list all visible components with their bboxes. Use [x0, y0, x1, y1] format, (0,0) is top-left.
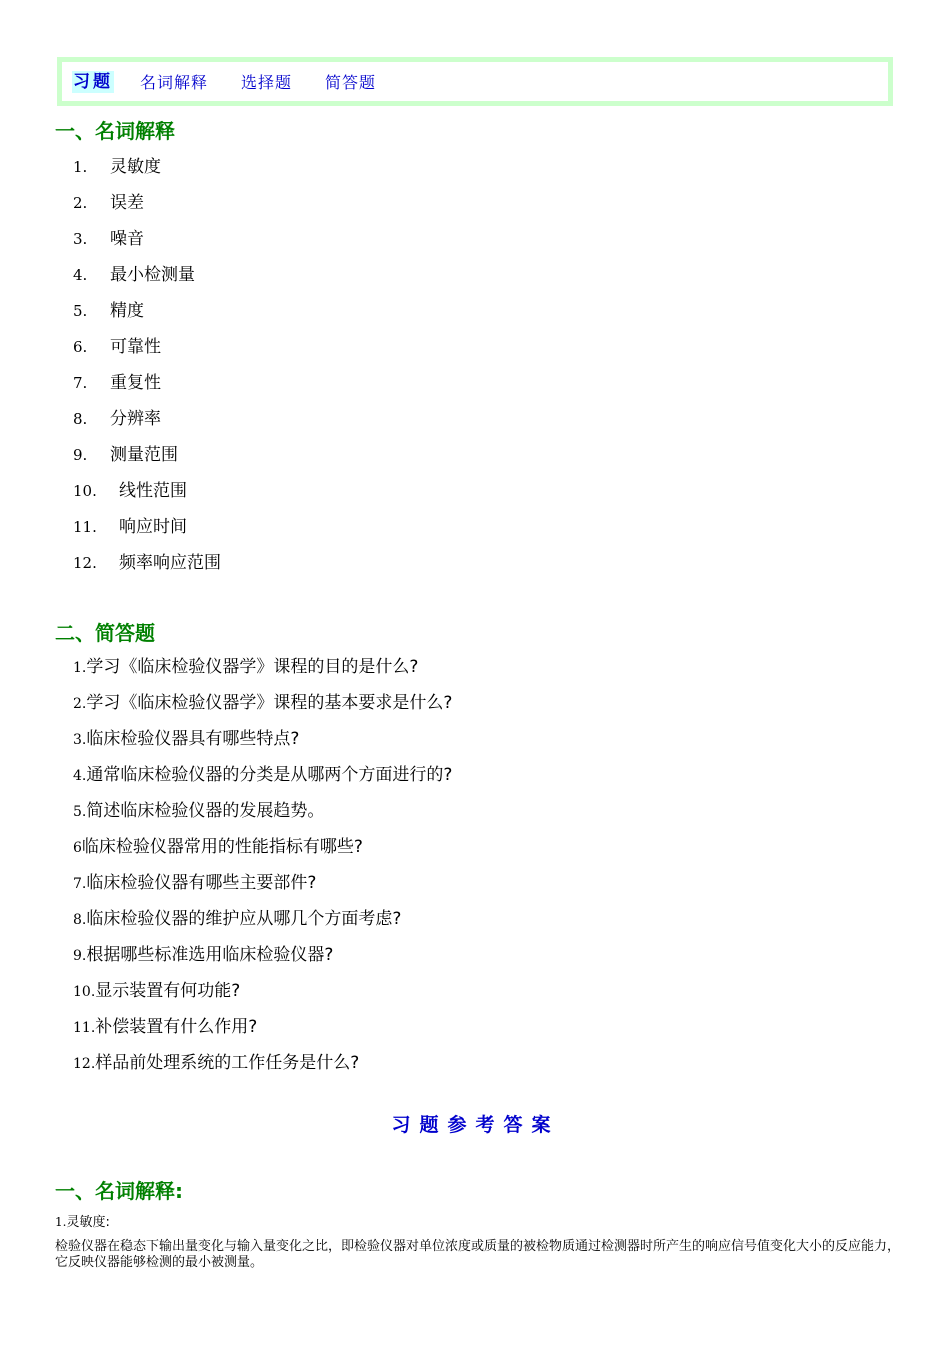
question-item-number: 2.: [73, 696, 87, 712]
question-item: [73, 980, 240, 1003]
definition-item: [73, 516, 187, 538]
definition-item-text: 线性范围: [119, 481, 187, 501]
question-item-number: 7.: [73, 876, 87, 892]
question-item-text: 临床检验仪器常用的性能指标有哪些?: [81, 837, 363, 857]
answer-term-number: 1.: [55, 1215, 67, 1229]
nav-link-multiple-choice[interactable]: 选择题: [241, 73, 293, 92]
question-item-text: 简述临床检验仪器的发展趋势。: [86, 801, 325, 821]
question-item-text: 临床检验仪器的维护应从哪几个方面考虑?: [86, 909, 402, 929]
definition-item-text: 最小检测量: [110, 265, 195, 285]
definition-item-number: 10.: [73, 482, 97, 500]
question-item-text: 根据哪些标准选用临床检验仪器?: [86, 945, 334, 965]
definition-item: [73, 444, 178, 466]
definition-item-number: 6.: [73, 338, 88, 356]
definition-item-number: 4.: [73, 266, 88, 284]
question-item-number: 4.: [73, 768, 87, 784]
definition-item-text: 测量范围: [110, 445, 178, 465]
question-item: [73, 692, 452, 715]
question-item-number: 1.: [73, 660, 87, 676]
definition-item-number: 7.: [73, 374, 88, 392]
definition-item-number: 3.: [73, 230, 88, 248]
question-item: [73, 908, 401, 931]
question-item-text: 临床检验仪器有哪些主要部件?: [86, 873, 317, 893]
question-item-number: 9.: [73, 948, 87, 964]
section-heading-definitions: 一、名词解释: [55, 119, 175, 143]
nav-link-definitions[interactable]: 名词解释: [140, 73, 209, 92]
answer-term: [55, 1213, 110, 1232]
question-item-text: 通常临床检验仪器的分类是从哪两个方面进行的?: [86, 765, 453, 785]
definition-item-text: 分辨率: [110, 409, 161, 429]
definition-item-text: 可靠性: [110, 337, 161, 357]
definition-item-number: 12.: [73, 554, 97, 572]
question-item: [73, 800, 324, 823]
definition-item: [73, 228, 144, 250]
definition-item: [73, 264, 195, 286]
question-item-number: 8.: [73, 912, 87, 928]
question-item-text: 学习《临床检验仪器学》课程的基本要求是什么?: [86, 693, 453, 713]
nav-link-short-answer[interactable]: 简答题: [325, 73, 377, 92]
answer-term-label: 灵敏度:: [66, 1215, 110, 1230]
answers-heading: 一、名词解释:: [55, 1179, 183, 1203]
question-item-text: 学习《临床检验仪器学》课程的目的是什么?: [86, 657, 419, 677]
question-item: [73, 836, 363, 859]
question-item-number: 11.: [73, 1020, 96, 1036]
definition-item-number: 9.: [73, 446, 88, 464]
question-item-text: 临床检验仪器具有哪些特点?: [86, 729, 300, 749]
question-item-number: 3.: [73, 732, 87, 748]
definition-item: [73, 552, 221, 574]
definition-item-text: 重复性: [110, 373, 161, 393]
question-item: [73, 872, 316, 895]
definition-item: [73, 408, 161, 430]
question-item: [73, 656, 418, 679]
question-item: [73, 1052, 359, 1075]
question-item-text: 显示装置有何功能?: [95, 981, 241, 1001]
definition-item-number: 2.: [73, 194, 88, 212]
question-item-number: 5.: [73, 804, 87, 820]
definition-item-text: 误差: [110, 193, 144, 213]
question-item: [73, 944, 333, 967]
question-item-number: 10.: [73, 984, 96, 1000]
definition-item: [73, 372, 161, 394]
question-item: [73, 728, 299, 751]
question-item-number: 12.: [73, 1056, 96, 1072]
nav-title: 习题: [73, 72, 113, 92]
definition-item-text: 噪音: [110, 229, 144, 249]
definition-item-number: 1.: [73, 158, 88, 176]
question-item-number: 6: [73, 840, 82, 856]
question-item-text: 补偿装置有什么作用?: [95, 1017, 258, 1037]
definition-item: [73, 300, 144, 322]
definition-item-number: 5.: [73, 302, 88, 320]
question-item-text: 样品前处理系统的工作任务是什么?: [95, 1053, 360, 1073]
question-item: [73, 764, 452, 787]
definition-item: [73, 480, 187, 502]
definition-item-text: 灵敏度: [110, 157, 161, 177]
definition-item-text: 频率响应范围: [119, 553, 221, 573]
question-item: [73, 1016, 257, 1039]
definition-item-number: 11.: [73, 518, 97, 536]
section-heading-short-answer: 二、简答题: [55, 621, 155, 645]
definition-item: [73, 192, 144, 214]
definition-item-number: 8.: [73, 410, 88, 428]
answers-title: 习题参考答案: [391, 1114, 560, 1136]
definition-item: [73, 156, 161, 178]
definition-item-text: 精度: [110, 301, 144, 321]
definition-item-text: 响应时间: [119, 517, 187, 537]
nav-bar: [57, 57, 893, 106]
definition-item: [73, 336, 161, 358]
answer-body: 检验仪器在稳态下输出量变化与输入量变化之比，即检验仪器对单位浓度或质量的被检物质通过检测器时所产生的响应信号值变化大小的反应能力，它反映仪器能够检测的最小被测量。: [55, 1239, 901, 1270]
